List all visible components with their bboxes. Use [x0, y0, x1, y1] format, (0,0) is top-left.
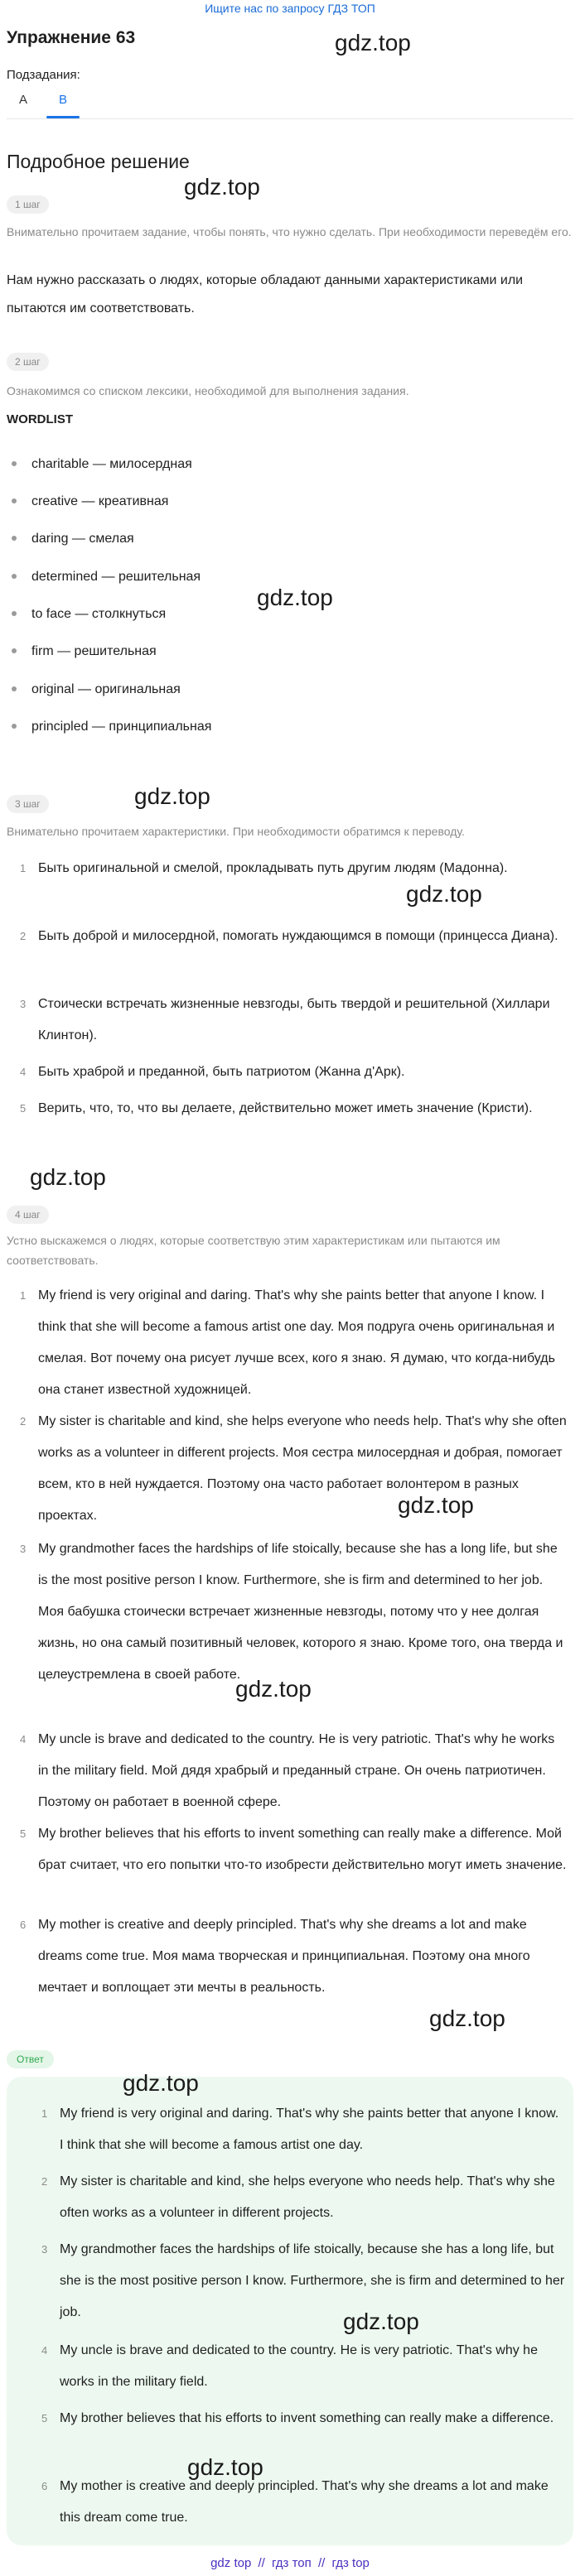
- bullet-icon: [12, 574, 17, 579]
- wordlist-text: daring — смелая: [31, 532, 134, 546]
- bullet-icon: [12, 461, 17, 466]
- wordlist-item: [12, 530, 134, 548]
- wordlist-text: principled — принципиальная: [31, 720, 212, 734]
- list-item: 3 Стоически встречать жизненные невзгоды, быть твердой и решительной (Хиллари Клинтон).: [7, 989, 573, 1052]
- answer-item-text: My grandmother faces the hardships of life stoically, because she has a long life, but she is the most positive person I know. Furthermore, she is firm and determined to her job.: [60, 2242, 565, 2319]
- wordlist-item: [12, 643, 157, 661]
- watermark: gdz.top: [235, 1676, 312, 1702]
- wordlist-text: creative — креативная: [31, 494, 169, 508]
- watermark: gdz.top: [134, 783, 210, 809]
- step-text: Нам нужно рассказать о людях, которые обладают данными характеристиками или пытаются им соответствовать.: [7, 273, 524, 315]
- answer-item-text: My uncle is brave and dedicated to the country. He is very patriotic. That's why he works in the military field.: [60, 2343, 538, 2389]
- list-item-text: Верить, что, то, что вы делаете, действительно может иметь значение (Кристи).: [38, 1101, 533, 1115]
- footer-link[interactable]: гдз топ: [272, 2556, 312, 2570]
- step-description: Внимательно прочитаем характеристики. При необходимости обратимся к переводу.: [7, 825, 465, 838]
- bullet-icon: [12, 498, 17, 503]
- list-item-text: My uncle is brave and dedicated to the country. He is very patriotic. That's why he works in the military field. Мой дядя храбрый и преданный стране. Он очень патриотичен. Поэтому он работает в военной сфере.: [38, 1732, 555, 1809]
- wordlist-item: [12, 681, 181, 699]
- list-item-text: My sister is charitable and kind, she helps everyone who needs help. That's why she often works as a volunteer in different projects. Моя сестра милосердная и добрая, помогает всем, кто в ней нуждается. Поэтому она часто работает волонтером в разных проектах.: [38, 1414, 567, 1523]
- answer-item-text: My sister is charitable and kind, she helps everyone who needs help. That's why she often works as a volunteer in different projects.: [60, 2174, 555, 2220]
- list-item-text: Быть доброй и милосердной, помогать нуждающимся в помощи (принцесса Диана).: [38, 929, 558, 943]
- watermark: gdz.top: [343, 2309, 419, 2334]
- watermark: gdz.top: [429, 2005, 505, 2031]
- top-banner: Ищите нас по запросу ГДЗ ТОП: [205, 2, 375, 15]
- bullet-icon: [12, 536, 17, 541]
- list-item: 6 My mother is creative and deeply principled. That's why she dreams a lot and make dreams come true. Моя мама творческая и принципиальная. Поэтому она много мечтает и воплощает эти мечты в реальность.: [7, 1909, 573, 2004]
- list-item: 4 My uncle is brave and dedicated to the country. He is very patriotic. That's why he works in the military field. Мой дядя храбрый и преданный стране. Он очень патриотичен. Поэтому он работает в военной сфере.: [7, 1724, 573, 1818]
- wordlist-text: determined — решительная: [31, 570, 201, 584]
- wordlist-text: firm — решительная: [31, 644, 157, 658]
- footer-link[interactable]: гдз top: [331, 2556, 370, 2570]
- list-item: 3 My grandmother faces the hardships of life stoically, because she has a long life, but she is the most positive person I know. Furthermore, she is firm and determined to her job. Моя бабушка стоически встречает жизненные невзгоды, потому что у нее долгая жизнь, но она самый позитивный человек, которого я знаю. Кроме того, она тверда и целеустремлена в своей работе.: [7, 1534, 573, 1722]
- watermark: gdz.top: [123, 2070, 199, 2096]
- list-item: 5 My brother believes that his efforts to invent something can really make a difference. Мой брат считает, что его попытки что-то изобрести действительно могут иметь значение.: [7, 1818, 573, 1881]
- answer-item: 2 My sister is charitable and kind, she helps everyone who needs help. That's why she often works as a volunteer in different projects.: [7, 2166, 573, 2229]
- watermark: gdz.top: [335, 30, 411, 55]
- answer-item-text: My brother believes that his efforts to invent something can really make a difference.: [60, 2411, 554, 2425]
- wordlist-item: [12, 718, 211, 736]
- answer-item-text: My mother is creative and deeply principled. That's why she dreams a lot and make this dream come true.: [60, 2479, 549, 2525]
- tab-a[interactable]: A: [18, 93, 27, 107]
- step-badge: 2 шаг: [7, 353, 49, 371]
- bullet-icon: [12, 724, 17, 729]
- answer-item-text: My friend is very original and daring. That's why she paints better that anyone I know. I think that she will become a famous artist one day.: [60, 2107, 559, 2152]
- subtask-tabs: [7, 86, 573, 121]
- list-item: 1 Быть оригинальной и смелой, прокладывать путь другим людям (Мадонна).: [7, 853, 573, 916]
- answer-badge: Ответ: [7, 2050, 54, 2068]
- wordlist-text: to face — столкнуться: [31, 607, 167, 621]
- wordlist-item: [12, 568, 201, 586]
- wordlist-item: [12, 455, 192, 474]
- watermark: gdz.top: [30, 1164, 106, 1190]
- wordlist-item: [12, 605, 166, 624]
- watermark: gdz.top: [406, 881, 482, 907]
- step-badge: 3 шаг: [7, 795, 49, 813]
- list-item-text: Быть оригинальной и смелой, прокладывать путь другим людям (Мадонна).: [38, 861, 508, 875]
- bullet-icon: [12, 648, 17, 653]
- list-item: 5 Верить, что, то, что вы делаете, действительно может иметь значение (Кристи).: [7, 1093, 573, 1156]
- page-title: Упражнение 63: [7, 28, 136, 47]
- list-item-text: Стоически встречать жизненные невзгоды, быть твердой и решительной (Хиллари Клинтон).: [38, 997, 550, 1042]
- footer-link[interactable]: gdz top: [210, 2556, 252, 2570]
- list-item-text: My grandmother faces the hardships of life stoically, because she has a long life, but she is the most positive person I know. Furthermore, she is firm and determined to her job. Моя бабушка стоически встречает жизненные невзгоды, потому что у нее долгая жизнь, но она самый позитивный человек, которого я знаю. Кроме того, она тверда и целеустремлена в своей работе.: [38, 1542, 563, 1682]
- tab-b[interactable]: B: [58, 93, 67, 107]
- step-description: Внимательно прочитаем задание, чтобы понять, что нужно сделать. При необходимости переведём его.: [7, 225, 572, 238]
- step-badge: 1 шаг: [7, 195, 49, 214]
- list-item: 2 Быть доброй и милосердной, помогать нуждающимся в помощи (принцесса Диана).: [7, 921, 573, 984]
- list-item-text: My mother is creative and deeply principled. That's why she dreams a lot and make dreams come true. Моя мама творческая и принципиальная. Поэтому она много мечтает и воплощает эти мечты в реальность.: [38, 1918, 530, 1995]
- step-description: Устно выскажемся о людях, которые соответствую этим характеристикам или пытаются им соответствовать.: [7, 1234, 500, 1267]
- answer-item: 6 My mother is creative and deeply principled. That's why she dreams a lot and make this dream come true.: [7, 2471, 573, 2534]
- watermark: gdz.top: [184, 174, 260, 200]
- step-description: Ознакомимся со списком лексики, необходимой для выполнения задания.: [7, 384, 409, 397]
- subtasks-label: Подзадания:: [7, 68, 80, 82]
- answer-item: 3 My grandmother faces the hardships of life stoically, because she has a long life, but she is the most positive person I know. Furthermore, she is firm and determined to her job.: [7, 2234, 573, 2328]
- wordlist-title: WORDLIST: [7, 412, 73, 426]
- tabs-divider: [7, 118, 573, 119]
- footer-links: [0, 2556, 580, 2570]
- list-item-text: Быть храброй и преданной, быть патриотом (Жанна д'Арк).: [38, 1065, 405, 1079]
- solution-title: Подробное решение: [7, 151, 190, 172]
- wordlist-item: [12, 493, 168, 511]
- wordlist-text: original — оригинальная: [31, 682, 181, 696]
- answer-item: 4 My uncle is brave and dedicated to the country. He is very patriotic. That's why he works in the military field.: [7, 2335, 573, 2398]
- watermark: gdz.top: [398, 1492, 474, 1518]
- bullet-icon: [12, 611, 17, 616]
- bullet-icon: [12, 686, 17, 691]
- watermark: gdz.top: [257, 585, 333, 610]
- footer-separator: //: [258, 2556, 265, 2570]
- step-badge: 4 шаг: [7, 1206, 49, 1224]
- answer-item: 5 My brother believes that his efforts to invent something can really make a difference.: [7, 2403, 573, 2466]
- footer-separator: //: [317, 2556, 326, 2570]
- wordlist-text: charitable — милосердная: [31, 457, 192, 471]
- list-item: 1 My friend is very original and daring. That's why she paints better that anyone I know. I think that she will become a famous artist one day. Моя подруга очень оригинальная и смелая. Вот почему она рисует лучше всех, кого я знаю. Я думаю, что когда-нибудь она станет известной художницей.: [7, 1280, 573, 1437]
- answer-item: 1 My friend is very original and daring. That's why she paints better that anyone I know. I think that she will become a famous artist one day.: [7, 2098, 573, 2161]
- list-item: 2 My sister is charitable and kind, she helps everyone who needs help. That's why she often works as a volunteer in different projects. Моя сестра милосердная и добрая, помогает всем, кто в ней нуждается. Поэтому она часто работает волонтером в разных проектах.: [7, 1406, 573, 1532]
- list-item-text: My friend is very original and daring. That's why she paints better that anyone I know. I think that she will become a famous artist one day. Моя подруга очень оригинальная и смелая. Вот почему она рисует лучше всех, кого я знаю. Я думаю, что когда-нибудь она станет известной художницей.: [38, 1288, 555, 1397]
- watermark: gdz.top: [187, 2454, 263, 2480]
- list-item: 4 Быть храброй и преданной, быть патриотом (Жанна д'Арк).: [7, 1057, 573, 1088]
- list-item-text: My brother believes that his efforts to invent something can really make a difference. Мой брат считает, что его попытки что-то изобрести действительно могут иметь значение.: [38, 1827, 567, 1872]
